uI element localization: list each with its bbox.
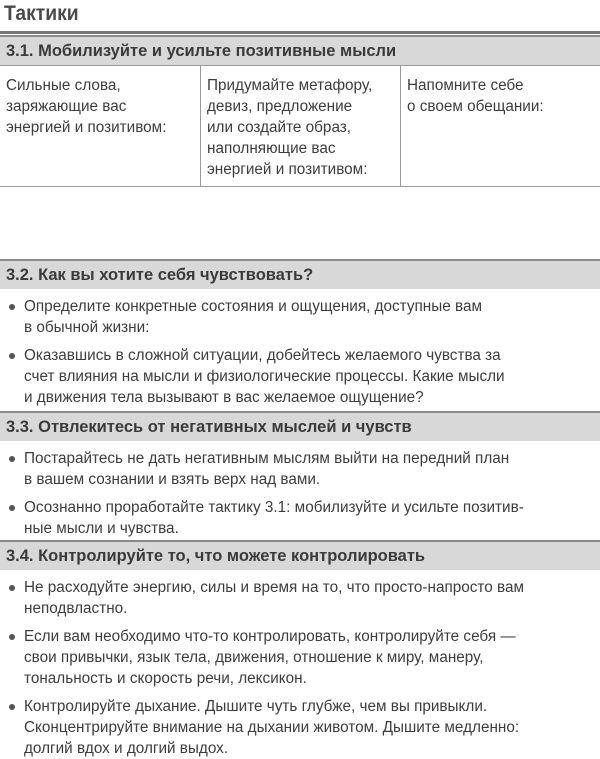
section-3-2 — [0, 259, 600, 408]
list-item: Контролируйте дыхание. Дышите чуть глубже, чем вы привыкли. Сконцентрируйте внимание на дыхании животом. Дышите медленно: долгий вдох и долгий выдох. — [0, 696, 600, 759]
list-item: Если вам необходимо что-то контролировать, контролируйте себя — свои привычки, язык тела, движения, отношение к миру, манеру, тональность и скорость речи, лексикон. — [0, 626, 600, 689]
tactic-3-1-table — [0, 65, 600, 187]
title-divider — [0, 31, 600, 34]
list-item: Осознанно проработайте тактику 3.1: мобилизуйте и усильте позитив- ные мысли и чувства. — [0, 497, 600, 539]
bullet-list — [0, 577, 600, 759]
section-heading: 3.4. Контролируйте то, что можете контролировать — [0, 540, 600, 570]
table-cell-strong-words: Сильные слова, заряжающие вас энергией и позитивом: — [6, 77, 167, 136]
list-item: Не расходуйте энергию, силы и время на то, что просто-напросто вам неподвластно. — [0, 577, 600, 619]
bullet-list — [0, 448, 600, 539]
section-3-1 — [0, 35, 600, 65]
section-3-3 — [0, 411, 600, 539]
section-heading: 3.2. Как вы хотите себя чувствовать? — [0, 259, 600, 289]
section-heading: 3.1. Мобилизуйте и усильте позитивные мысли — [0, 35, 600, 65]
list-item: Постарайтесь не дать негативным мыслям выйти на передний план в вашем сознании и взять верх над вами. — [0, 448, 600, 490]
list-item: Оказавшись в сложной ситуации, добейтесь желаемого чувства за счет влияния на мысли и физиологические процессы. Какие мысли и движения тела вызывают в вас желаемое ощущение? — [0, 345, 600, 408]
table-cell-promise: Напомните себе о своем обещании: — [400, 66, 600, 186]
table-cell-metaphor: Придумайте метафору, девиз, предложение или создайте образ, наполняющие вас энергией и позитивом: — [200, 66, 400, 186]
section-heading: 3.3. Отвлекитесь от негативных мыслей и чувств — [0, 411, 600, 441]
list-item: Определите конкретные состояния и ощущения, доступные вам в обычной жизни: — [0, 296, 600, 338]
bullet-list — [0, 296, 600, 408]
page-title: Тактики — [4, 2, 79, 25]
section-3-4 — [0, 540, 600, 759]
